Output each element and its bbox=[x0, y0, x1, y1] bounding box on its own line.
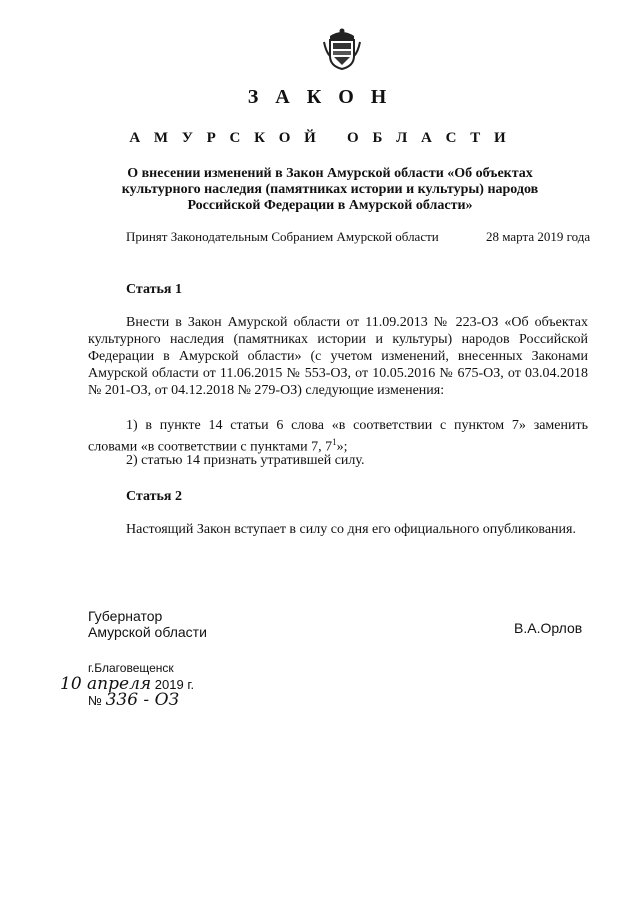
item-1-tail: »; bbox=[336, 439, 348, 455]
handwritten-date: 10 апреля bbox=[60, 674, 152, 694]
date-year: 2019 г. bbox=[154, 677, 195, 692]
article-1-item-1 bbox=[88, 417, 588, 456]
region-title: А М У Р С К О Й О Б Л А С Т И bbox=[129, 130, 511, 146]
item-1-main: 1) в пункте 14 статьи 6 слова «в соответствии с пунктом 7» заменить словами «в соответствии с пунктами 7, 7 bbox=[88, 418, 588, 455]
signatory-position bbox=[88, 608, 207, 640]
article-2-text: Настоящий Закон вступает в силу со дня его официального опубликования. bbox=[126, 522, 576, 537]
position-line-1: Губернатор bbox=[88, 608, 163, 624]
article-1-title: Статья 1 bbox=[126, 282, 182, 297]
number-prefix: № bbox=[88, 693, 102, 708]
signatory-name: В.А.Орлов bbox=[514, 620, 583, 636]
handwritten-number: 336 - ОЗ bbox=[105, 690, 180, 710]
article-2-title: Статья 2 bbox=[126, 489, 182, 504]
position-line-2: Амурской области bbox=[88, 624, 207, 640]
law-number bbox=[88, 690, 179, 710]
coat-of-arms-icon bbox=[322, 26, 362, 70]
item-1-sup: 1 bbox=[332, 437, 337, 447]
document-title: З А К О Н bbox=[247, 86, 393, 108]
adopted-date: 28 марта 2019 года bbox=[486, 229, 591, 244]
law-heading: О внесении изменений в Закон Амурской области «Об объектах культурного наследия (памятниках истории и культуры) народов Российской Федерации в Амурской области» bbox=[121, 166, 539, 213]
article-1-intro: Внести в Закон Амурской области от 11.09.2013 № 223-ОЗ «Об объектах культурного наследия (памятниках истории и культуры) народов Российской Федерации в Амурской области» (с учетом изменений, внесенных Законами Амурской области от 11.06.2015 № 553-ОЗ, от 10.05.2016 № 675-ОЗ, от 03.04.2018 № 201-ОЗ, от 04.12.2018 № 279-ОЗ) следующие изменения: bbox=[88, 315, 588, 398]
place: г.Благовещенск bbox=[88, 661, 174, 675]
adopted-by: Принят Законодательным Собранием Амурской области bbox=[126, 229, 439, 244]
article-1-item-2: 2) статью 14 признать утратившей силу. bbox=[126, 453, 365, 468]
